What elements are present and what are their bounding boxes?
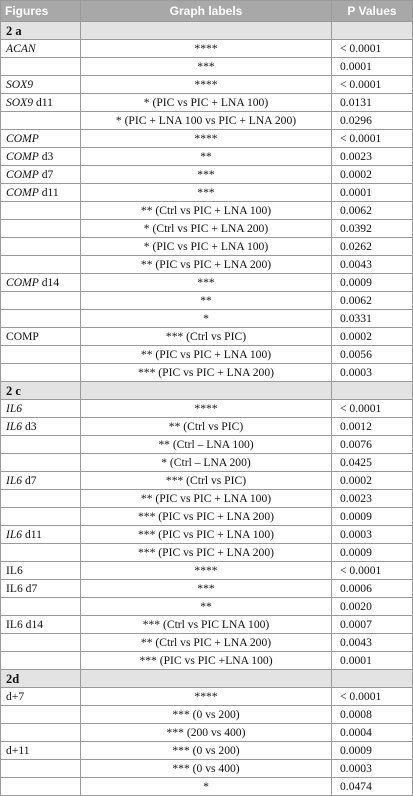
figure-cell xyxy=(1,40,81,58)
graph-label-cell: *** (PIC vs PIC + LNA 100) xyxy=(81,526,332,544)
table-row xyxy=(1,742,413,760)
p-value-cell: 0.0392 xyxy=(332,220,413,238)
p-value-cell: 0.0331 xyxy=(332,310,413,328)
table-row xyxy=(1,508,413,526)
table-row xyxy=(1,364,413,382)
table-row xyxy=(1,274,413,292)
section-label: 2 c xyxy=(1,382,81,400)
p-value-cell: 0.0296 xyxy=(332,112,413,130)
section-label: 2 a xyxy=(1,22,81,40)
p-value-cell: < 0.0001 xyxy=(332,562,413,580)
gene-name: IL6 xyxy=(6,401,23,415)
figure-cell xyxy=(1,364,81,382)
section-empty-cell xyxy=(81,670,332,688)
p-value-cell: 0.0001 xyxy=(332,184,413,202)
section-label: 2d xyxy=(1,670,81,688)
figure-cell xyxy=(1,742,81,760)
section-empty-cell xyxy=(332,670,413,688)
graph-label-cell: * (Ctrl vs PIC + LNA 200) xyxy=(81,220,332,238)
gene-name: IL6 xyxy=(6,563,23,577)
p-value-cell: 0.0008 xyxy=(332,706,413,724)
p-value-cell: 0.0023 xyxy=(332,148,413,166)
graph-label-cell: ** xyxy=(81,598,332,616)
graph-label-cell: * (Ctrl – LNA 200) xyxy=(81,454,332,472)
figure-cell xyxy=(1,166,81,184)
p-value-cell: 0.0009 xyxy=(332,544,413,562)
p-value-cell: 0.0012 xyxy=(332,418,413,436)
table-row xyxy=(1,544,413,562)
table-row xyxy=(1,778,413,796)
graph-label-cell: ** (Ctrl vs PIC) xyxy=(81,418,332,436)
graph-label-cell: *** (0 vs 200) xyxy=(81,742,332,760)
table-row xyxy=(1,148,413,166)
p-value-cell: 0.0262 xyxy=(332,238,413,256)
table-row xyxy=(1,94,413,112)
figure-cell xyxy=(1,310,81,328)
p-value-cell: 0.0020 xyxy=(332,598,413,616)
p-value-cell: 0.0003 xyxy=(332,760,413,778)
figure-cell xyxy=(1,760,81,778)
timepoint: d7 xyxy=(22,581,38,595)
table-row xyxy=(1,490,413,508)
table-row xyxy=(1,616,413,634)
graph-label-cell: *** (PIC vs PIC + LNA 200) xyxy=(81,544,332,562)
gene-name: d+11 xyxy=(6,743,30,757)
timepoint: d11 xyxy=(22,527,42,541)
p-value-cell: 0.0004 xyxy=(332,724,413,742)
timepoint: d14 xyxy=(22,617,44,631)
table-row xyxy=(1,112,413,130)
graph-label-cell: *** (0 vs 200) xyxy=(81,706,332,724)
timepoint: d11 xyxy=(33,95,53,109)
figure-cell xyxy=(1,580,81,598)
p-value-cell: 0.0131 xyxy=(332,94,413,112)
p-value-cell: 0.0002 xyxy=(332,166,413,184)
graph-label-cell: * (PIC + LNA 100 vs PIC + LNA 200) xyxy=(81,112,332,130)
graph-label-cell: *** (0 vs 400) xyxy=(81,760,332,778)
table-row xyxy=(1,238,413,256)
table-row xyxy=(1,580,413,598)
graph-label-cell: **** xyxy=(81,130,332,148)
graph-label-cell: ** (Ctrl – LNA 100) xyxy=(81,436,332,454)
gene-name: IL6 xyxy=(6,617,23,631)
table-row xyxy=(1,598,413,616)
p-value-cell: 0.0062 xyxy=(332,202,413,220)
figure-cell xyxy=(1,274,81,292)
graph-label-cell: * (PIC vs PIC + LNA 100) xyxy=(81,94,332,112)
figure-cell xyxy=(1,526,81,544)
figure-cell xyxy=(1,598,81,616)
p-value-cell: 0.0007 xyxy=(332,616,413,634)
figure-cell xyxy=(1,256,81,274)
graph-label-cell: * xyxy=(81,310,332,328)
section-empty-cell xyxy=(332,382,413,400)
p-value-cell: 0.0003 xyxy=(332,364,413,382)
p-value-cell: 0.0425 xyxy=(332,454,413,472)
header-row xyxy=(1,1,413,22)
gene-name: ACAN xyxy=(6,41,36,55)
table-row xyxy=(1,328,413,346)
table-row xyxy=(1,454,413,472)
figure-cell xyxy=(1,58,81,76)
figure-cell xyxy=(1,634,81,652)
section-empty-cell xyxy=(81,382,332,400)
graph-label-cell: *** (200 vs 400) xyxy=(81,724,332,742)
graph-label-cell: *** xyxy=(81,58,332,76)
section-row xyxy=(1,382,413,400)
header-graph-labels: Graph labels xyxy=(81,1,332,22)
figure-cell xyxy=(1,688,81,706)
table-row xyxy=(1,760,413,778)
gene-name: COMP xyxy=(6,185,39,199)
timepoint: d3 xyxy=(22,419,37,433)
figure-cell xyxy=(1,436,81,454)
graph-label-cell: *** xyxy=(81,580,332,598)
figure-cell xyxy=(1,724,81,742)
graph-label-cell: *** (PIC vs PIC + LNA 200) xyxy=(81,508,332,526)
figure-cell xyxy=(1,148,81,166)
p-value-cell: 0.0009 xyxy=(332,742,413,760)
figure-cell xyxy=(1,508,81,526)
timepoint: d7 xyxy=(38,167,54,181)
p-value-cell: 0.0474 xyxy=(332,778,413,796)
table-row xyxy=(1,706,413,724)
table-row xyxy=(1,526,413,544)
figure-cell xyxy=(1,220,81,238)
gene-name: SOX9 xyxy=(6,77,34,91)
table-row xyxy=(1,688,413,706)
table-row xyxy=(1,562,413,580)
table-row xyxy=(1,202,413,220)
figure-cell xyxy=(1,454,81,472)
gene-name: SOX9 xyxy=(6,95,34,109)
p-value-cell: 0.0009 xyxy=(332,274,413,292)
table-row xyxy=(1,166,413,184)
timepoint: d7 xyxy=(22,473,37,487)
header-figures: Figures xyxy=(1,1,81,22)
p-value-cell: 0.0001 xyxy=(332,652,413,670)
timepoint: d14 xyxy=(38,275,60,289)
p-value-cell: < 0.0001 xyxy=(332,76,413,94)
graph-label-cell: ** (Ctrl vs PIC + LNA 200) xyxy=(81,634,332,652)
p-value-cell: < 0.0001 xyxy=(332,688,413,706)
p-value-cell: 0.0062 xyxy=(332,292,413,310)
timepoint: d3 xyxy=(38,149,54,163)
section-empty-cell xyxy=(81,22,332,40)
figure-cell xyxy=(1,184,81,202)
figure-cell xyxy=(1,202,81,220)
table-row xyxy=(1,634,413,652)
graph-label-cell: **** xyxy=(81,76,332,94)
figure-cell xyxy=(1,490,81,508)
graph-label-cell: ** (Ctrl vs PIC + LNA 100) xyxy=(81,202,332,220)
p-value-cell: 0.0003 xyxy=(332,526,413,544)
table-row xyxy=(1,292,413,310)
gene-name: COMP xyxy=(6,167,39,181)
graph-label-cell: *** (Ctrl vs PIC) xyxy=(81,472,332,490)
table-row xyxy=(1,256,413,274)
table-row xyxy=(1,58,413,76)
graph-label-cell: ** xyxy=(81,148,332,166)
gene-name: IL6 xyxy=(6,581,23,595)
graph-label-cell: ** xyxy=(81,292,332,310)
gene-name: COMP xyxy=(6,329,39,343)
figure-cell xyxy=(1,130,81,148)
table-row xyxy=(1,40,413,58)
table-header xyxy=(1,1,413,22)
gene-name: IL6 xyxy=(6,473,23,487)
figure-cell xyxy=(1,778,81,796)
graph-label-cell: *** xyxy=(81,184,332,202)
graph-label-cell: * (PIC vs PIC + LNA 100) xyxy=(81,238,332,256)
table-row xyxy=(1,220,413,238)
section-row xyxy=(1,670,413,688)
graph-label-cell: * xyxy=(81,778,332,796)
timepoint: d11 xyxy=(38,185,59,199)
p-value-cell: 0.0009 xyxy=(332,508,413,526)
figure-cell xyxy=(1,112,81,130)
table-row xyxy=(1,76,413,94)
table-row xyxy=(1,400,413,418)
figure-cell xyxy=(1,76,81,94)
graph-label-cell: *** xyxy=(81,166,332,184)
figure-cell xyxy=(1,652,81,670)
table-row xyxy=(1,310,413,328)
graph-label-cell: **** xyxy=(81,688,332,706)
table-row xyxy=(1,652,413,670)
figure-cell xyxy=(1,544,81,562)
gene-name: COMP xyxy=(6,275,39,289)
graph-label-cell: ** (PIC vs PIC + LNA 100) xyxy=(81,490,332,508)
p-value-cell: 0.0043 xyxy=(332,634,413,652)
p-value-cell: 0.0002 xyxy=(332,328,413,346)
figure-cell xyxy=(1,562,81,580)
table-row xyxy=(1,130,413,148)
p-value-cell: 0.0056 xyxy=(332,346,413,364)
table-row xyxy=(1,418,413,436)
p-value-cell: 0.0002 xyxy=(332,472,413,490)
figure-cell xyxy=(1,346,81,364)
gene-name: COMP xyxy=(6,149,39,163)
graph-label-cell: *** (PIC vs PIC +LNA 100) xyxy=(81,652,332,670)
figure-cell xyxy=(1,238,81,256)
p-value-cell: 0.0001 xyxy=(332,58,413,76)
table-row xyxy=(1,346,413,364)
p-value-cell: < 0.0001 xyxy=(332,400,413,418)
graph-label-cell: *** xyxy=(81,274,332,292)
header-p-values: P Values xyxy=(332,1,413,22)
figure-cell xyxy=(1,400,81,418)
section-row xyxy=(1,22,413,40)
p-value-cell: < 0.0001 xyxy=(332,40,413,58)
graph-label-cell: ** (PIC vs PIC + LNA 200) xyxy=(81,256,332,274)
graph-label-cell: **** xyxy=(81,400,332,418)
graph-label-cell: **** xyxy=(81,562,332,580)
graph-label-cell: *** (PIC vs PIC + LNA 200) xyxy=(81,364,332,382)
table-row xyxy=(1,724,413,742)
figure-cell xyxy=(1,94,81,112)
gene-name: COMP xyxy=(6,131,39,145)
graph-label-cell: *** (Ctrl vs PIC) xyxy=(81,328,332,346)
graph-label-cell: **** xyxy=(81,40,332,58)
figure-cell xyxy=(1,706,81,724)
table-row xyxy=(1,184,413,202)
section-empty-cell xyxy=(332,22,413,40)
graph-label-cell: *** (Ctrl vs PIC LNA 100) xyxy=(81,616,332,634)
p-value-cell: 0.0006 xyxy=(332,580,413,598)
figure-cell xyxy=(1,292,81,310)
figure-cell xyxy=(1,328,81,346)
graph-label-cell: ** (PIC vs PIC + LNA 100) xyxy=(81,346,332,364)
p-value-cell: 0.0023 xyxy=(332,490,413,508)
figure-cell xyxy=(1,472,81,490)
p-value-cell: < 0.0001 xyxy=(332,130,413,148)
gene-name: d+7 xyxy=(6,689,25,703)
table-row xyxy=(1,436,413,454)
figure-cell xyxy=(1,616,81,634)
table-row xyxy=(1,472,413,490)
gene-name: IL6 xyxy=(6,527,23,541)
table-body xyxy=(1,22,413,796)
p-value-cell: 0.0043 xyxy=(332,256,413,274)
p-value-cell: 0.0076 xyxy=(332,436,413,454)
figure-cell xyxy=(1,418,81,436)
gene-name: IL6 xyxy=(6,419,23,433)
